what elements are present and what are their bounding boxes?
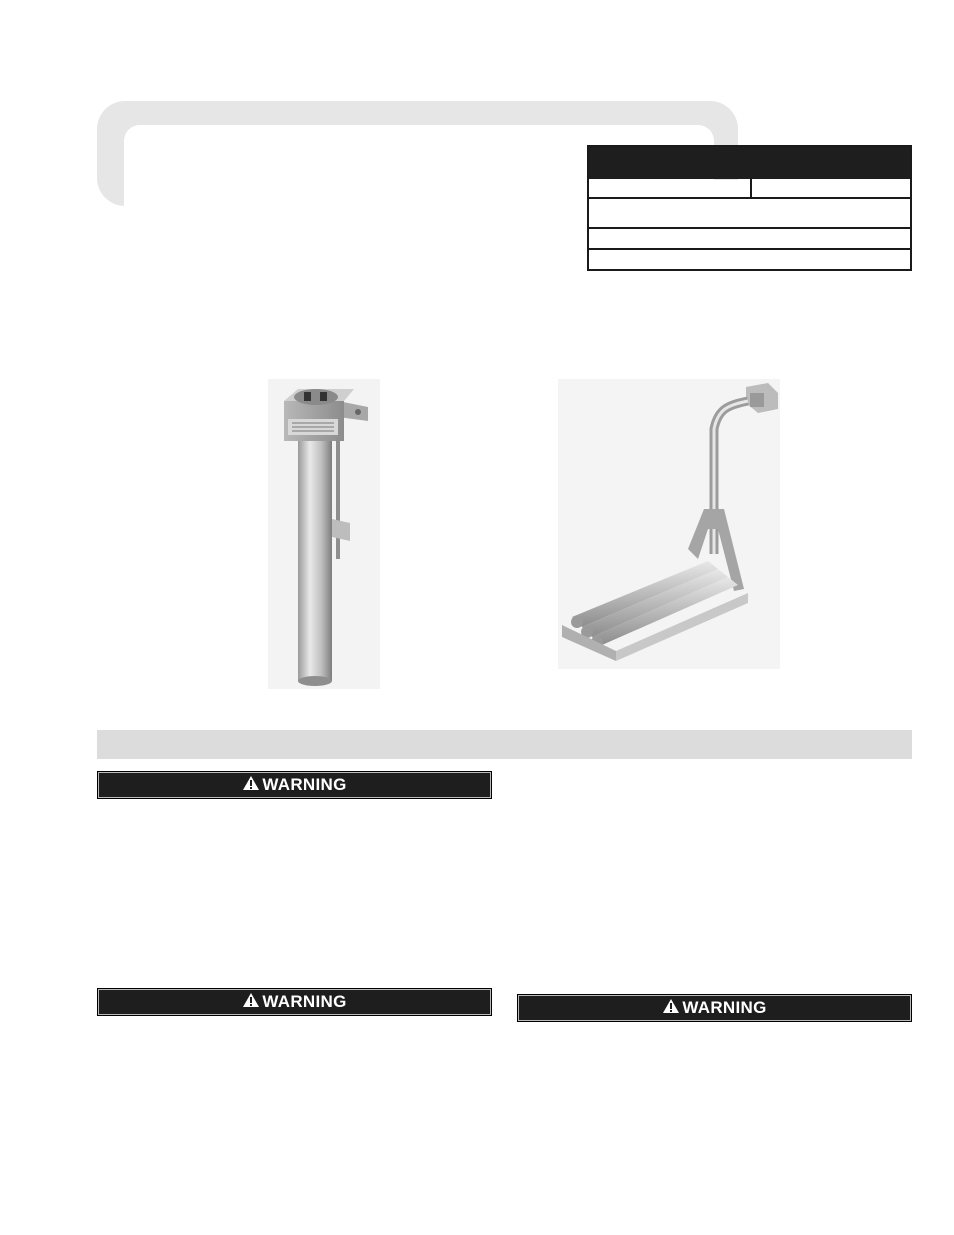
warning-triangle-icon <box>242 992 260 1013</box>
warning-label: WARNING <box>682 998 767 1017</box>
warning-label: WARNING <box>262 992 347 1011</box>
info-table-row <box>589 179 910 199</box>
warning-banner <box>517 994 912 1022</box>
warning-triangle-icon <box>242 775 260 796</box>
heater-over-the-side-image <box>558 379 780 669</box>
info-table-row <box>589 250 910 269</box>
heater-vertical-image <box>268 379 380 689</box>
info-table <box>587 145 912 271</box>
warning-banner <box>97 771 492 799</box>
section-heading-band <box>97 730 912 759</box>
warning-banner <box>97 988 492 1016</box>
info-table-divider <box>750 179 752 197</box>
info-table-row <box>589 229 910 250</box>
warning-label: WARNING <box>262 775 347 794</box>
info-table-row <box>589 199 910 229</box>
info-table-header <box>589 147 910 179</box>
warning-triangle-icon <box>662 998 680 1019</box>
